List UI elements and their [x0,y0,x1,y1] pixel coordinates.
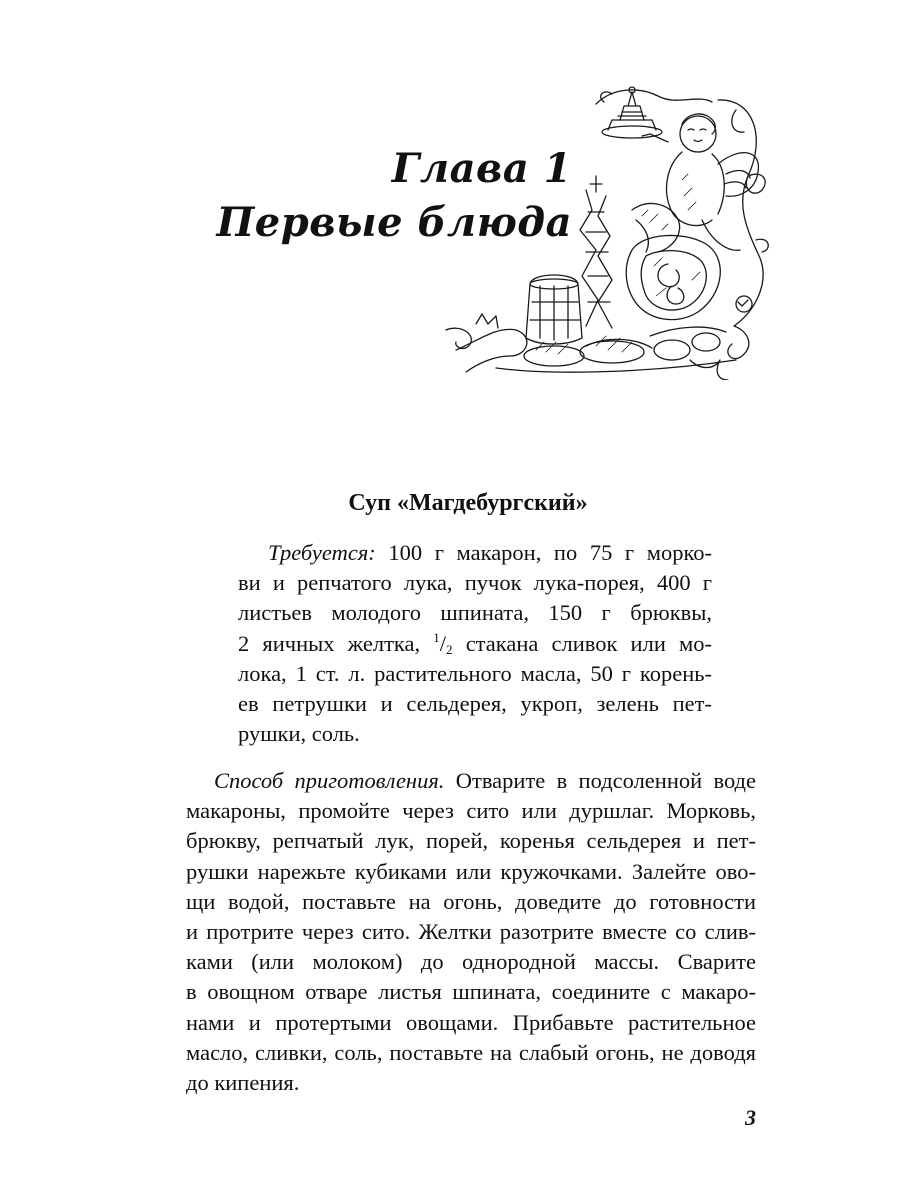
ingredients-line: ев петрушки и сельдерея, укроп, зелень пет- [238,691,712,717]
method-line: щи водой, поставьте на огонь, доведите до готовности [186,888,756,914]
ingredients-line: рушки, соль. [238,721,360,747]
method-line: ками (или молоком) до однородной массы. Сварите [186,949,756,975]
ingredients-line: 2 яичных желтка, $^1/_2$ стакана сливок или мо- [238,629,712,657]
method-paragraph [186,766,756,1098]
method-line: Способ приготовления. Отварите в подсоленной воде [214,768,756,793]
method-label: Способ приготовления. [214,768,445,793]
method-line: в овощном отваре листья шпината, соедините с макаро- [186,979,756,1005]
method-line: макароны, промойте через сито или дуршлаг. Морковь, [186,798,756,824]
ingredients-line: ви и репчатого лука, пучок лука-порея, 400 г [238,570,712,596]
ingredients-line: листьев молодого шпината, 150 г брюквы, [238,600,712,626]
method-line: до кипения. [186,1070,300,1096]
chapter-title: Первые блюда [216,199,572,246]
fraction-one-half: $^1/_2$ [433,629,453,657]
ingredients-paragraph [238,538,712,749]
recipe-title: Суп «Магдебургский» [348,490,588,516]
method-line: масло, сливки, соль, поставьте на слабый огонь, не доводя [186,1039,756,1065]
method-line: и протрите через сито. Желтки разотрите вместе со слив- [186,919,756,945]
method-line: брюкву, репчатый лук, порей, коренья сельдерея и пет- [186,828,756,854]
method-line: рушки нарежьте кубиками или кружочками. Залейте ово- [186,858,756,884]
ingredients-label: Требуется: [268,540,376,565]
ingredients-line: лока, 1 ст. л. растительного масла, 50 г корень- [238,660,712,686]
method-line: нами и протертыми овощами. Прибавьте растительное [186,1009,756,1035]
cherub-with-food-vignette-icon [436,80,772,380]
ingredients-line: Требуется: 100 г макарон, по 75 г морко- [268,540,712,565]
chapter-number: Глава 1 [391,145,572,192]
page-number: 3 [745,1105,756,1130]
